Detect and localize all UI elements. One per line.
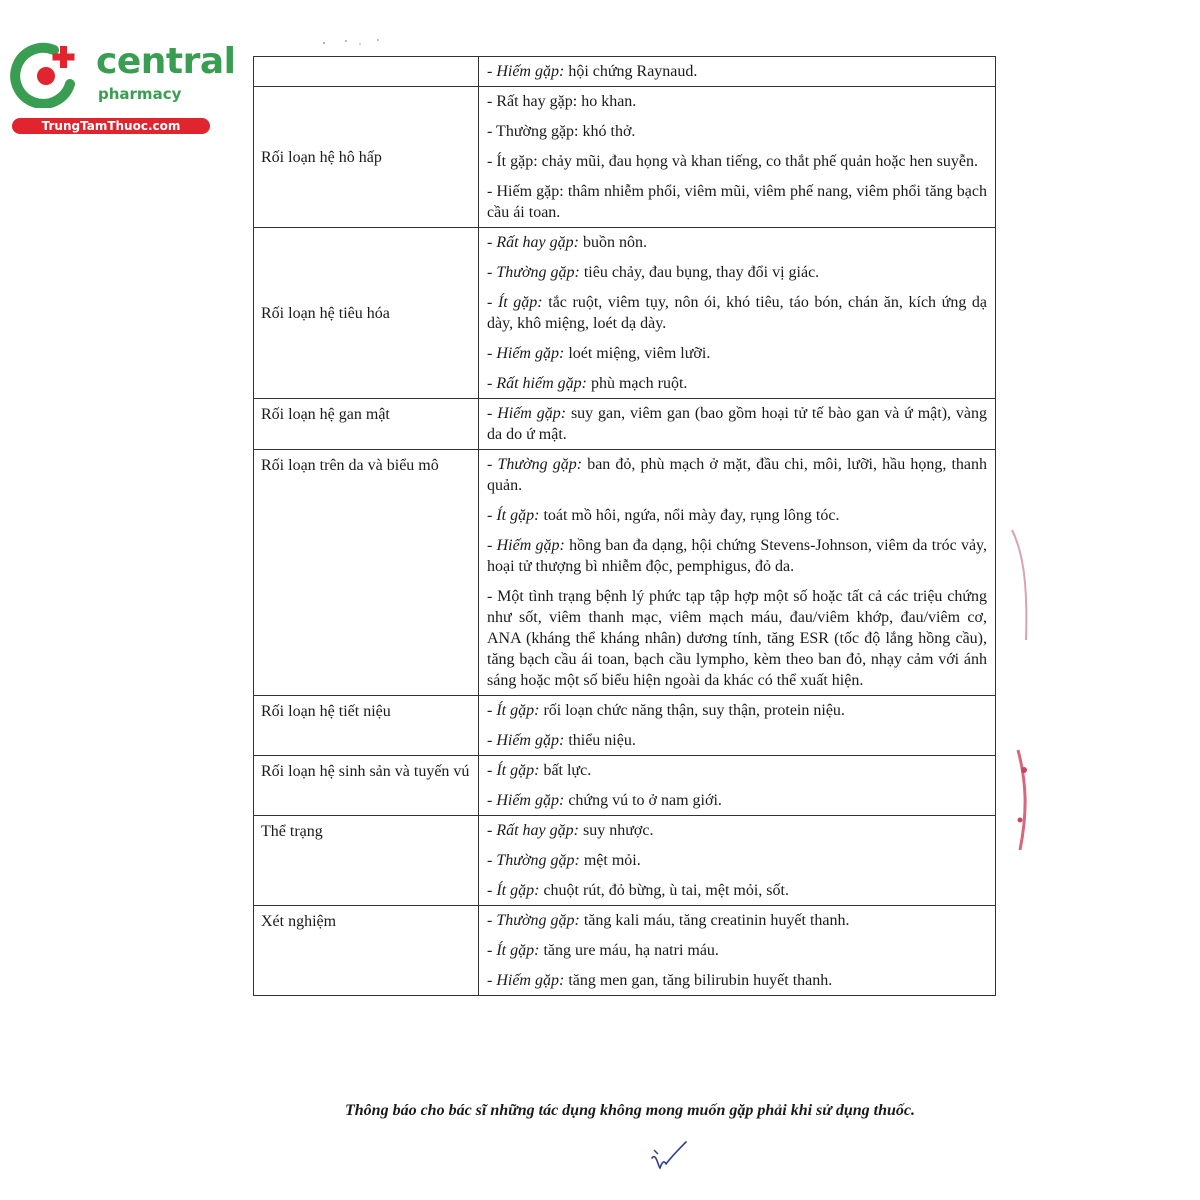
- effect-text: loét miệng, viêm lưỡi.: [568, 345, 711, 362]
- effects-cell: [479, 228, 996, 399]
- pharmacy-cross-logo-icon: [10, 40, 82, 108]
- system-cell: Xét nghiệm: [254, 906, 479, 996]
- effect-item: - Hiếm gặp: loét miệng, viêm lưỡi.: [487, 345, 711, 362]
- table-row: [254, 696, 996, 756]
- effects-cell: [479, 399, 996, 450]
- effect-text: chứng vú to ở nam giới.: [568, 792, 722, 809]
- effects-cell: [479, 57, 996, 87]
- effect-item: - Thường gặp: tăng kali máu, tăng creatinin huyết thanh.: [487, 912, 850, 929]
- frequency-label: Rất hay gặp:: [496, 234, 579, 251]
- scan-specks: [320, 35, 400, 47]
- effect-text: khó thở.: [582, 123, 636, 140]
- logo-brand-name: central: [96, 41, 236, 82]
- effect-text: bất lực.: [543, 762, 592, 779]
- frequency-label: Hiếm gặp:: [496, 183, 564, 200]
- effect-text: thâm nhiễm phổi, viêm mũi, viêm phế nang, viêm phổi tăng bạch cầu ái toan.: [487, 183, 988, 221]
- logo-website: TrungTamThuoc.com: [12, 118, 210, 134]
- effect-item: - Hiếm gặp: chứng vú to ở nam giới.: [487, 792, 722, 809]
- frequency-label: Thường gặp:: [496, 912, 580, 929]
- effect-text: hội chứng Raynaud.: [568, 63, 698, 80]
- effect-text: suy gan, viêm gan (bao gồm hoại tử tế bào gan và ứ mật), vàng da do ứ mật.: [487, 405, 988, 443]
- effect-item: - Hiếm gặp: hội chứng Raynaud.: [487, 63, 698, 80]
- frequency-label: Ít gặp:: [497, 294, 543, 311]
- effect-text: thiểu niệu.: [568, 732, 636, 749]
- effects-cell: [479, 756, 996, 816]
- effect-item: - Ít gặp: tắc ruột, viêm tụy, nôn ói, khó tiêu, táo bón, chán ăn, kích ứng dạ dày, khô miệng, loét dạ dày.: [487, 294, 988, 332]
- table-row: [254, 87, 996, 228]
- frequency-label: Rất hay gặp:: [496, 822, 579, 839]
- effect-text: Một tình trạng bệnh lý phức tạp tập hợp một số hoặc tất cả các triệu chứng như sốt, viêm thanh mạc, viêm mạch máu, đau/viêm khớp, đau/viêm cơ, ANA (kháng thể kháng nhân) dương tính, tăng ESR (tốc độ lắng hồng cầu), tăng bạch cầu ái toan, bạch cầu lympho, kèm theo ban đỏ, nhạy cảm với ánh sáng hoặc một số biểu hiện ngoài da khác có thể xuất hiện.: [487, 588, 987, 689]
- system-cell: Rối loạn hệ sinh sản và tuyến vú: [254, 756, 479, 816]
- frequency-label: Rất hay gặp:: [496, 93, 578, 110]
- table-row: [254, 756, 996, 816]
- frequency-label: Hiếm gặp:: [497, 405, 567, 422]
- system-cell: Rối loạn hệ gan mật: [254, 399, 479, 450]
- effect-text: buồn nôn.: [582, 234, 647, 251]
- frequency-label: Hiếm gặp:: [496, 537, 565, 554]
- system-cell: Thể trạng: [254, 816, 479, 906]
- effect-text: mệt mỏi.: [583, 852, 641, 869]
- effect-text: suy nhược.: [582, 822, 654, 839]
- effect-item: - Rất hay gặp: suy nhược.: [487, 822, 654, 839]
- effects-cell: [479, 87, 996, 228]
- frequency-label: Ít gặp:: [496, 762, 540, 779]
- effect-text: phù mạch ruột.: [590, 375, 688, 392]
- frequency-label: Rất hiếm gặp:: [496, 375, 587, 392]
- effect-item: - Rất hay gặp: ho khan.: [487, 93, 637, 110]
- frequency-label: Hiếm gặp:: [496, 972, 565, 989]
- effect-text: tiêu chảy, đau bụng, thay đổi vị giác.: [583, 264, 820, 281]
- effect-item: - Rất hay gặp: buồn nôn.: [487, 234, 647, 251]
- table-row: [254, 228, 996, 399]
- frequency-label: Hiếm gặp:: [496, 792, 565, 809]
- frequency-label: Hiếm gặp:: [496, 345, 565, 362]
- stamp-fragment: [1008, 520, 1038, 870]
- system-cell: Rối loạn hệ tiết niệu: [254, 696, 479, 756]
- logo-brand-sub: pharmacy: [98, 85, 182, 103]
- effect-item: - Thường gặp: ban đỏ, phù mạch ở mặt, đầu chi, môi, lưỡi, hầu họng, thanh quản.: [487, 456, 988, 494]
- effect-item: - Ít gặp: bất lực.: [487, 762, 592, 779]
- system-cell: Rối loạn hệ hô hấp: [254, 87, 479, 228]
- effect-text: rối loạn chức năng thận, suy thận, protein niệu.: [543, 702, 845, 719]
- effect-item: - Rất hiếm gặp: phù mạch ruột.: [487, 375, 688, 392]
- effect-item: - Hiếm gặp: thiểu niệu.: [487, 732, 636, 749]
- effects-cell: [479, 906, 996, 996]
- effect-text: ban đỏ, phù mạch ở mặt, đầu chi, môi, lưỡi, hầu họng, thanh quản.: [487, 456, 988, 494]
- table-row: [254, 57, 996, 87]
- effect-text: tăng kali máu, tăng creatinin huyết thanh.: [583, 912, 850, 929]
- effect-text: tăng men gan, tăng bilirubin huyết thanh.: [568, 972, 833, 989]
- system-cell: [254, 57, 479, 87]
- system-cell: Rối loạn hệ tiêu hóa: [254, 228, 479, 399]
- effect-item: - Hiếm gặp: suy gan, viêm gan (bao gồm hoại tử tế bào gan và ứ mật), vàng da do ứ mật.: [487, 405, 988, 443]
- effects-cell: [479, 450, 996, 696]
- effect-item: - Một tình trạng bệnh lý phức tạp tập hợp một số hoặc tất cả các triệu chứng như sốt, viêm thanh mạc, viêm mạch máu, đau/viêm khớp, đau/viêm cơ, ANA (kháng thể kháng nhân) dương tính, tăng ESR (tốc độ lắng hồng cầu), tăng bạch cầu ái toan, bạch cầu lympho, kèm theo ban đỏ, nhạy cảm với ánh sáng hoặc một số biểu hiện ngoài da khác có thể xuất hiện.: [487, 588, 987, 689]
- effects-cell: [479, 816, 996, 906]
- frequency-label: Ít gặp:: [496, 702, 540, 719]
- effect-text: hồng ban đa dạng, hội chứng Stevens-Johnson, viêm da tróc vảy, hoại tử thượng bì nhiễm độc, pemphigus, đỏ da.: [487, 537, 988, 575]
- effect-item: - Thường gặp: mệt mỏi.: [487, 852, 641, 869]
- effect-text: tắc ruột, viêm tụy, nôn ói, khó tiêu, táo bón, chán ăn, kích ứng dạ dày, khô miệng, loét dạ dày.: [487, 294, 988, 332]
- table-row: [254, 816, 996, 906]
- frequency-label: Thường gặp:: [496, 264, 580, 281]
- frequency-label: Hiếm gặp:: [496, 732, 565, 749]
- frequency-label: Thường gặp:: [496, 852, 580, 869]
- frequency-label: Thường gặp:: [496, 123, 579, 140]
- table-row: [254, 450, 996, 696]
- frequency-label: Hiếm gặp:: [496, 63, 565, 80]
- effect-text: ho khan.: [581, 93, 637, 110]
- effect-item: - Thường gặp: tiêu chảy, đau bụng, thay đổi vị giác.: [487, 264, 820, 281]
- effect-item: - Hiếm gặp: tăng men gan, tăng bilirubin huyết thanh.: [487, 972, 833, 989]
- effect-item: - Ít gặp: chuột rút, đỏ bừng, ù tai, mệt mỏi, sốt.: [487, 882, 789, 899]
- effect-item: - Hiếm gặp: hồng ban đa dạng, hội chứng Stevens-Johnson, viêm da tróc vảy, hoại tử thượng bì nhiễm độc, pemphigus, đỏ da.: [487, 537, 988, 575]
- frequency-label: Thường gặp:: [497, 456, 583, 473]
- effect-text: toát mồ hôi, ngứa, nổi mày đay, rụng lông tóc.: [543, 507, 840, 524]
- table-row: [254, 399, 996, 450]
- central-pharmacy-logo: [10, 36, 236, 136]
- effect-item: - Thường gặp: khó thở.: [487, 123, 636, 140]
- effect-item: - Ít gặp: rối loạn chức năng thận, suy thận, protein niệu.: [487, 702, 845, 719]
- effect-text: chảy mũi, đau họng và khan tiếng, co thắt phế quản hoặc hen suyễn.: [541, 153, 978, 170]
- frequency-label: Ít gặp:: [496, 882, 540, 899]
- effect-item: - Hiếm gặp: thâm nhiễm phổi, viêm mũi, viêm phế nang, viêm phổi tăng bạch cầu ái toan.: [487, 183, 988, 221]
- adverse-effects-table: [253, 56, 996, 996]
- handwritten-signature: [646, 1138, 690, 1176]
- footer-note: Thông báo cho bác sĩ những tác dụng không mong muốn gặp phải khi sử dụng thuốc.: [345, 1102, 915, 1119]
- effect-item: - Ít gặp: chảy mũi, đau họng và khan tiếng, co thắt phế quản hoặc hen suyễn.: [487, 153, 978, 170]
- effect-item: - Ít gặp: tăng ure máu, hạ natri máu.: [487, 942, 719, 959]
- frequency-label: Ít gặp:: [496, 507, 540, 524]
- effects-cell: [479, 696, 996, 756]
- frequency-label: Ít gặp:: [496, 942, 540, 959]
- table-row: [254, 906, 996, 996]
- effect-text: tăng ure máu, hạ natri máu.: [543, 942, 719, 959]
- system-cell: Rối loạn trên da và biểu mô: [254, 450, 479, 696]
- effect-text: chuột rút, đỏ bừng, ù tai, mệt mỏi, sốt.: [543, 882, 789, 899]
- frequency-label: Ít gặp:: [496, 153, 538, 170]
- effect-item: - Ít gặp: toát mồ hôi, ngứa, nổi mày đay, rụng lông tóc.: [487, 507, 840, 524]
